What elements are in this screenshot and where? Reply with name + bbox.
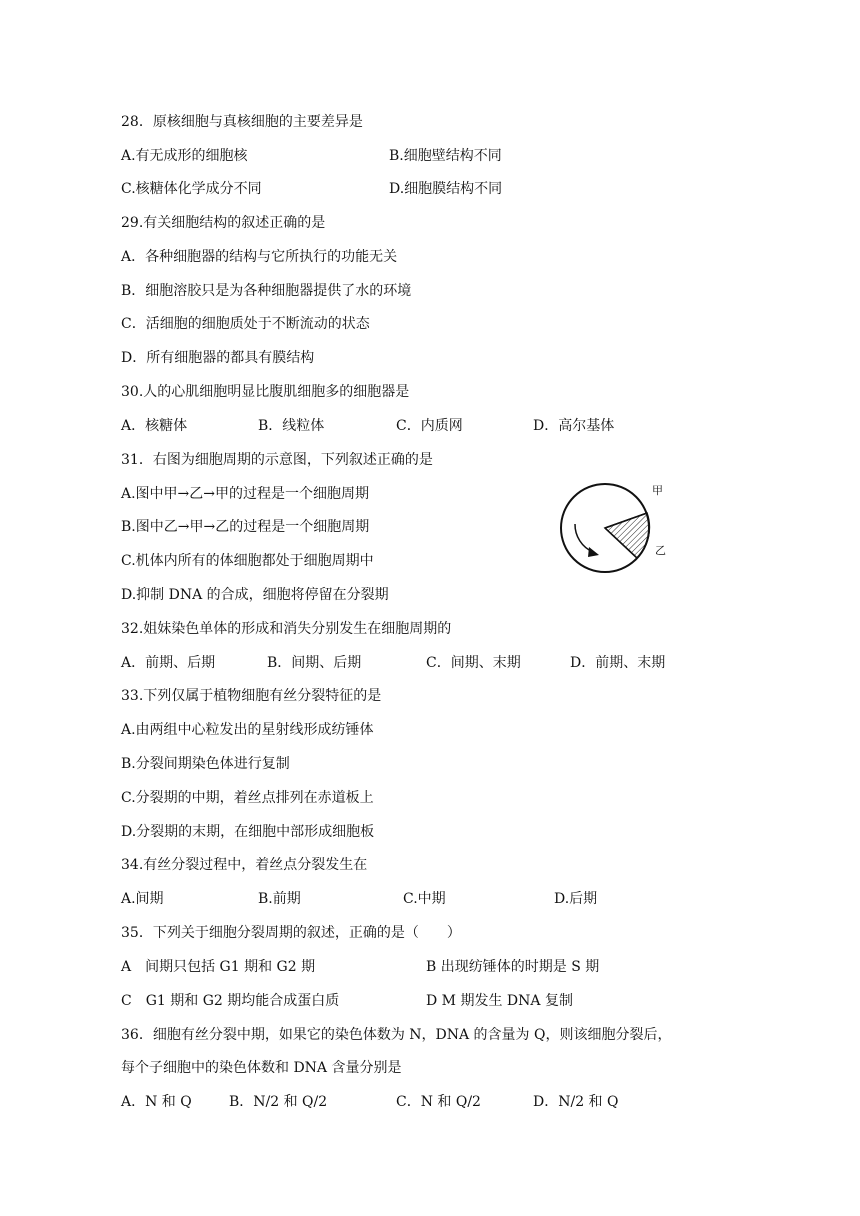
question-33-option-c: C.分裂期的中期，着丝点排列在赤道板上 xyxy=(121,790,374,806)
question-36-stem-line-2: 每个子细胞中的染色体数和 DNA 含量分别是 xyxy=(121,1060,402,1076)
question-36-option-b: B．N/2 和 Q/2 xyxy=(229,1094,328,1110)
question-28-option-d: D.细胞膜结构不同 xyxy=(389,181,503,197)
question-32-stem: 32.姐妹染色单体的形成和消失分别发生在细胞周期的 xyxy=(121,621,452,637)
question-34-option-a: A.间期 xyxy=(121,891,164,907)
question-31-option-c: C.机体内所有的体细胞都处于细胞周期中 xyxy=(121,553,374,569)
question-30-option-a: A．核糖体 xyxy=(121,418,188,434)
question-29-option-d: D．所有细胞器的都具有膜结构 xyxy=(121,350,315,366)
question-36-option-c: C．N 和 Q/2 xyxy=(396,1094,481,1110)
question-30-stem: 30.人的心肌细胞明显比腹肌细胞多的细胞器是 xyxy=(121,384,410,400)
question-32-option-c: C．间期、末期 xyxy=(426,655,521,671)
question-28-option-b: B.细胞壁结构不同 xyxy=(389,148,502,164)
question-33-option-b: B.分裂间期染色体进行复制 xyxy=(121,756,290,772)
question-36-option-d: D．N/2 和 Q xyxy=(533,1094,619,1110)
question-29-option-c: C．活细胞的细胞质处于不断流动的状态 xyxy=(121,316,370,332)
question-33-option-d: D.分裂期的末期，在细胞中部形成细胞板 xyxy=(121,824,375,840)
question-35-option-d: D M 期发生 DNA 复制 xyxy=(426,993,573,1009)
question-29-stem: 29.有关细胞结构的叙述正确的是 xyxy=(121,215,326,231)
question-29-option-b: B．细胞溶胶只是为各种细胞器提供了水的环境 xyxy=(121,283,412,299)
question-36-stem-line-1: 36．细胞有丝分裂中期，如果它的染色体数为 N，DNA 的含量为 Q，则该细胞分裂后， xyxy=(121,1027,672,1043)
question-34-option-c: C.中期 xyxy=(403,891,446,907)
label-yi: 乙 xyxy=(655,544,666,557)
question-32-option-d: D．前期、末期 xyxy=(570,655,666,671)
question-34-option-b: B.前期 xyxy=(258,891,301,907)
question-34-option-d: D.后期 xyxy=(554,891,598,907)
question-28-option-a: A.有无成形的细胞核 xyxy=(121,148,248,164)
question-30-option-b: B．线粒体 xyxy=(258,418,325,434)
question-32-option-b: B．间期、后期 xyxy=(267,655,362,671)
question-33-option-a: A.由两组中心粒发出的星射线形成纺锤体 xyxy=(121,722,374,738)
question-31-option-b: B.图中乙→甲→乙的过程是一个细胞周期 xyxy=(121,519,370,535)
question-31-stem: 31．右图为细胞周期的示意图，下列叙述正确的是 xyxy=(121,452,433,468)
question-28-stem: 28．原核细胞与真核细胞的主要差异是 xyxy=(121,114,363,130)
question-35-option-c: C G1 期和 G2 期均能合成蛋白质 xyxy=(121,993,340,1009)
question-35-stem: 35．下列关于细胞分裂周期的叙述，正确的是（ ） xyxy=(121,925,461,941)
label-jia: 甲 xyxy=(652,484,663,497)
question-35-option-b: B 出现纺锤体的时期是 S 期 xyxy=(426,959,600,975)
cycle-arrowhead xyxy=(588,547,599,557)
question-28-option-c: C.核糖体化学成分不同 xyxy=(121,181,262,197)
question-30-option-c: C．内质网 xyxy=(396,418,463,434)
cycle-direction-arc xyxy=(575,524,593,552)
question-31-option-a: A.图中甲→乙→甲的过程是一个细胞周期 xyxy=(121,486,370,502)
question-35-option-a: A 间期只包括 G1 期和 G2 期 xyxy=(121,959,316,975)
cell-cycle-diagram xyxy=(555,476,675,586)
question-32-option-a: A．前期、后期 xyxy=(121,655,216,671)
question-30-option-d: D．高尔基体 xyxy=(533,418,615,434)
question-33-stem: 33.下列仅属于植物细胞有丝分裂特征的是 xyxy=(121,688,382,704)
question-31-option-d: D.抑制 DNA 的合成，细胞将停留在分裂期 xyxy=(121,587,389,603)
question-29-option-a: A．各种细胞器的结构与它所执行的功能无关 xyxy=(121,249,398,265)
question-34-stem: 34.有丝分裂过程中，着丝点分裂发生在 xyxy=(121,857,368,873)
question-36-option-a: A．N 和 Q xyxy=(121,1094,192,1110)
